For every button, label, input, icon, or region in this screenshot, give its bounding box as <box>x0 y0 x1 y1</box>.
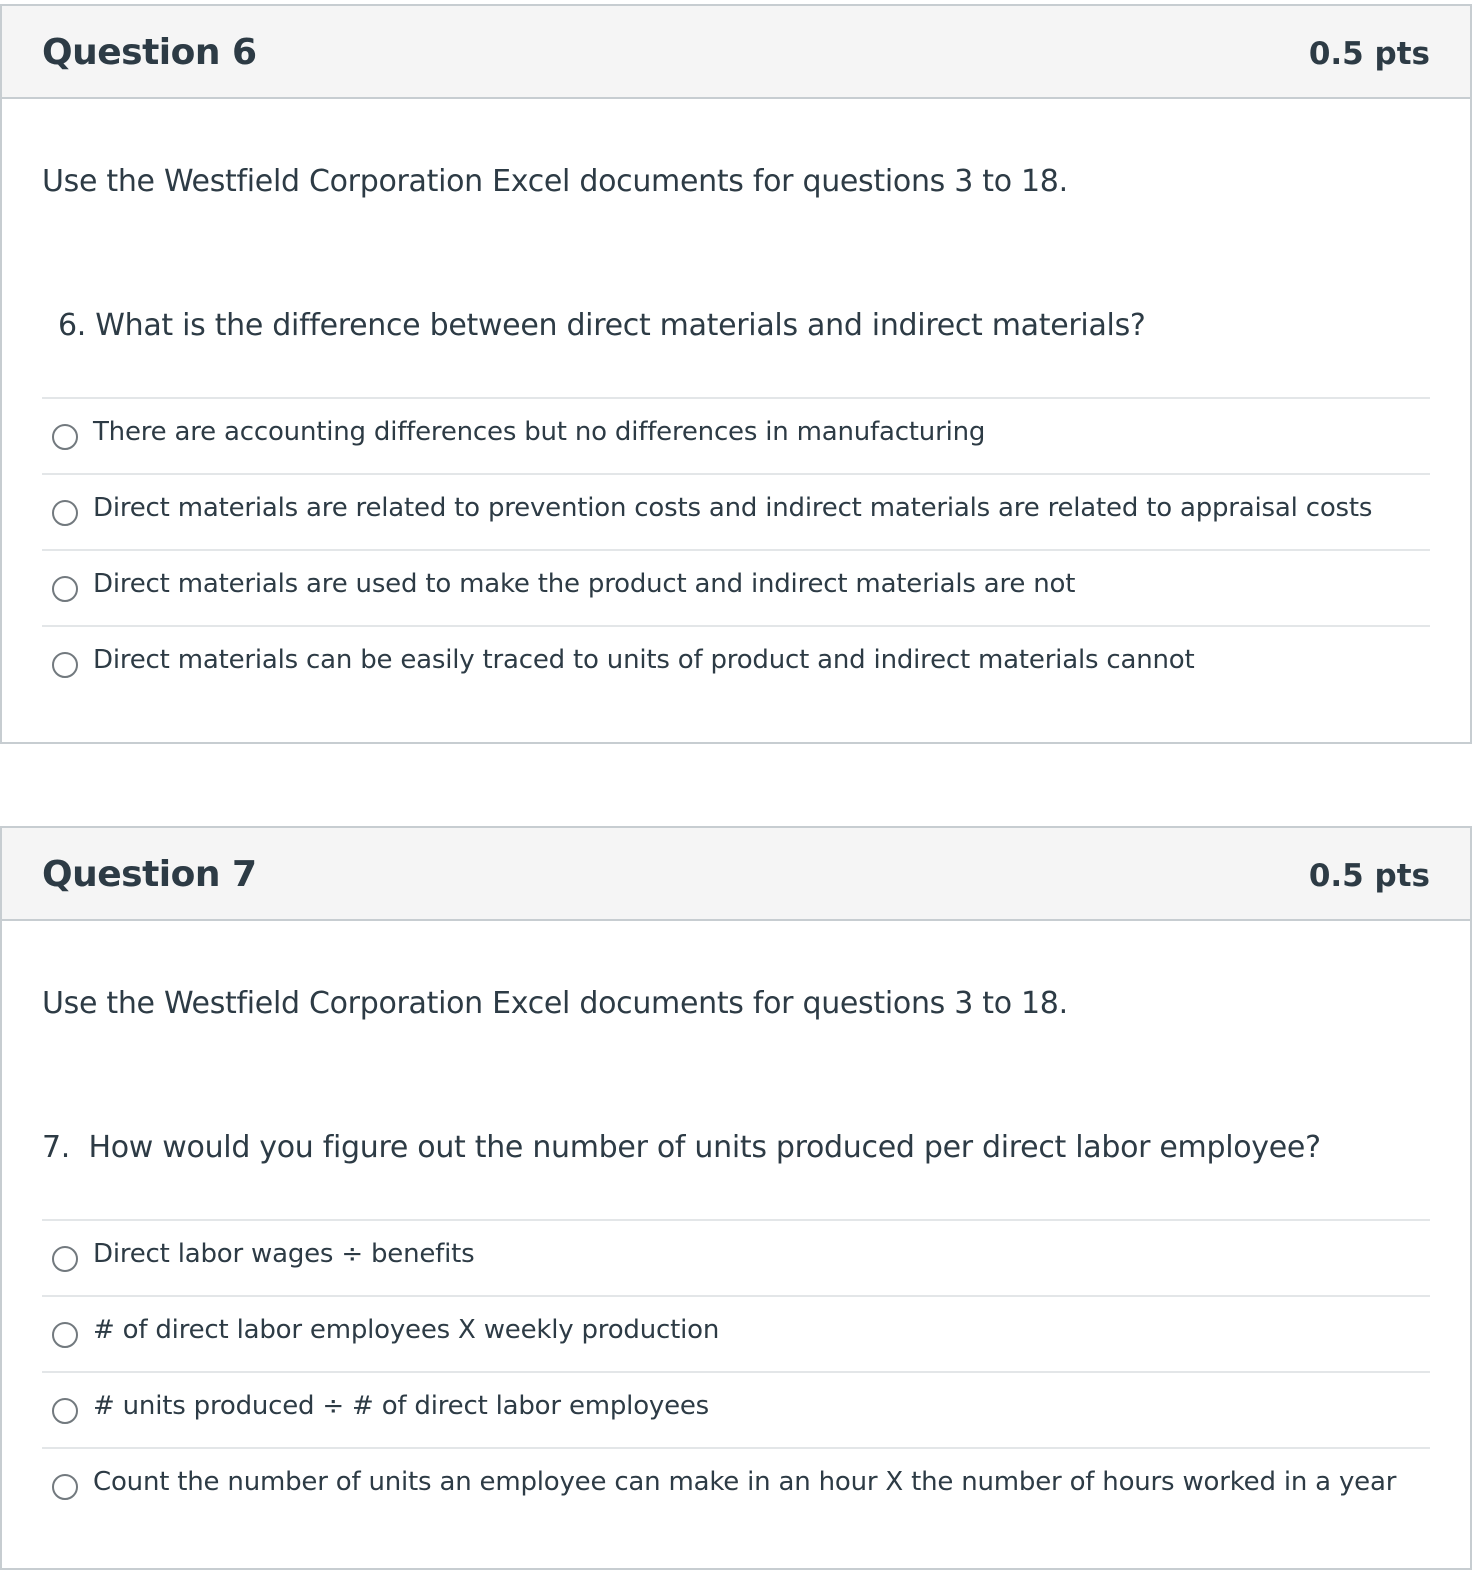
answer-option[interactable] <box>42 1449 1430 1523</box>
question-card-7 <box>0 826 1472 1570</box>
radio-button[interactable] <box>52 1474 78 1500</box>
answer-list <box>42 1219 1430 1523</box>
answer-label[interactable]: Direct labor wages ÷ benefits <box>93 1239 475 1269</box>
question-title: Question 7 <box>42 854 257 895</box>
answer-option[interactable] <box>42 627 1430 701</box>
radio-button[interactable] <box>52 500 78 526</box>
question-points: 0.5 pts <box>1308 858 1430 894</box>
answer-option[interactable] <box>42 1221 1430 1297</box>
answer-label[interactable]: Count the number of units an employee can make in an hour X the number of hours worked in a year <box>93 1467 1397 1497</box>
radio-button[interactable] <box>52 1322 78 1348</box>
question-intro: Use the Westfield Corporation Excel documents for questions 3 to 18. <box>42 986 1068 1021</box>
radio-button[interactable] <box>52 1398 78 1424</box>
answer-option[interactable] <box>42 475 1430 551</box>
answer-label[interactable]: Direct materials are used to make the product and indirect materials are not <box>93 569 1076 599</box>
answer-option[interactable] <box>42 1297 1430 1373</box>
answer-option[interactable] <box>42 551 1430 627</box>
question-header <box>2 828 1470 921</box>
question-points: 0.5 pts <box>1308 36 1430 72</box>
answer-label[interactable]: Direct materials are related to prevention costs and indirect materials are related to appraisal costs <box>93 493 1373 523</box>
radio-button[interactable] <box>52 652 78 678</box>
question-intro: Use the Westfield Corporation Excel documents for questions 3 to 18. <box>42 164 1068 199</box>
radio-button[interactable] <box>52 576 78 602</box>
answer-label[interactable]: # units produced ÷ # of direct labor employees <box>93 1391 710 1421</box>
answer-option[interactable] <box>42 1373 1430 1449</box>
answer-label[interactable]: Direct materials can be easily traced to units of product and indirect materials cannot <box>93 645 1195 675</box>
question-title: Question 6 <box>42 32 257 73</box>
question-card-6 <box>0 4 1472 744</box>
answer-label[interactable]: There are accounting differences but no differences in manufacturing <box>93 417 986 447</box>
answer-label[interactable]: # of direct labor employees X weekly production <box>93 1315 720 1345</box>
answer-option[interactable] <box>42 399 1430 475</box>
radio-button[interactable] <box>52 424 78 450</box>
question-header <box>2 6 1470 99</box>
question-prompt: 7. How would you figure out the number of units produced per direct labor employee? <box>42 1130 1321 1165</box>
question-prompt: 6. What is the difference between direct materials and indirect materials? <box>58 308 1146 343</box>
radio-button[interactable] <box>52 1246 78 1272</box>
answer-list <box>42 397 1430 701</box>
